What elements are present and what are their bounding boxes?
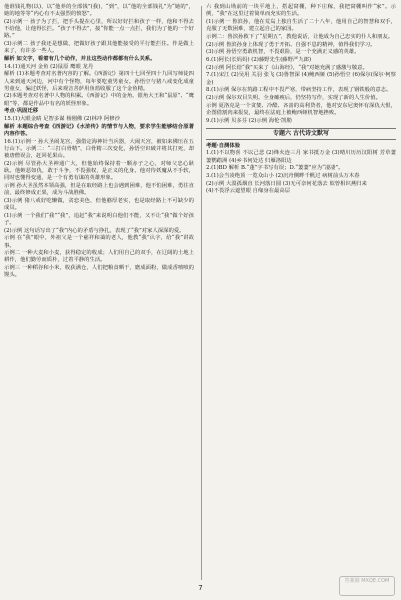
answer-line: 3.(1)会当凌绝顶 一览众山小 (2)沉舟侧畔千帆过 病树前头万木春 <box>206 173 360 180</box>
answer-line: (2)示例 阿长给“我”买来了《山海经》，“我”对她充满了感激与敬意。 <box>206 64 368 71</box>
column-divider <box>201 6 202 580</box>
answer-line: (1)示例 一个我们“我”“我”，追赶“我”来说明白他们不能，又不让“我”做个好孩子。 <box>4 212 194 226</box>
right-column <box>206 4 396 196</box>
answer-line: 六 我到山坳前的一块平地上，搭起窝棚，种下庄稼，我把窝棚叫作“家”。示例，“我”在这里过着简单而充实的生活。 <box>206 4 396 18</box>
answer-line: (2)示例 保尔双目失明、全身瘫痪后，仍坚持写作，实现了新的人生价值。 <box>206 94 381 101</box>
answer-line: 示例 在“我”眼中，外祖父是一个慈祥和蔼的老人，他教“我”认字，给“我”讲故事。 <box>4 235 194 249</box>
section-title: 专题六 古代诗文默写 <box>206 128 396 140</box>
answer-line: (2)本题考查对名著中人物的积累。《西游记》中的金角、银角大王和“鼠原”、“鹰眼”等，都是作品中有名的妖怪形象。 <box>4 93 194 107</box>
document-page <box>4 4 397 580</box>
answer-line: 8.(1)示例 保尔在筑路工程中不畏严寒，带病坚持工作，表现了钢铁般的意志。 <box>206 87 392 94</box>
answer-line: 16.(1)示例一 孙大圣闹龙宫，强借定海神针当兵器，大闹天宫，被如来佛压在五行山下。示例二：“三打白骨精”，白骨精三次变化，孙悟空识破并将其打死，却被唐僧误会，赶回花果山。 <box>4 138 194 160</box>
watermark-logo: 答案圈 MXQE.COM <box>339 576 395 596</box>
heading-line: 考点·巩固迁移 <box>4 108 39 115</box>
answer-line: 6.(1)阿长(长妈妈) (2)藤野先生(藤野严九郎) <box>206 56 312 63</box>
answer-line: 示例 夏洛克是一个贪婪、冷酷、吝啬的高利贷者，他对安东尼奥怀有深仇大恨，企图借割肉来报复，最终在法庭上被鲍西娅机智地挫败。 <box>206 102 396 116</box>
answer-line: 他谁钱礼物(以)，以“他养的全部钱”(我)，“到”，以“他的全部钱礼”为“她的”，她的地等等“内心有不太强烈的愤怒”。 <box>4 4 194 18</box>
answer-line: 15.(1)大眼金睛 足智多谋 杨刚佛 (2)林冲 阿修沙 <box>4 116 120 123</box>
heading-line: 解析 本题综合考查《西游记》《水浒传》的情节与人物，要求学生能够结合原著内容作答。 <box>4 123 194 137</box>
answer-line: (3)示例二 孩子我还是想做，把做好孩子跟其他能接受的平行能拦住。作是做上来了，有许多一些人。 <box>4 41 194 55</box>
left-column <box>4 4 194 280</box>
answer-line: (2)示例 大漠孤烟直 长河落日圆 (3)无可奈何花落去 似曾相识燕归来 <box>206 180 367 187</box>
answer-line: 示例 孙大圣虽然本领高强，但是在取经路上也会遇到困难，他不怕困难，勇往直前，最终修成正果，成为斗战胜佛。 <box>4 182 194 197</box>
answer-line: 14.(1)通天河 金鱼 (2)鼠原 鹰眼 龙丹 <box>4 63 94 70</box>
answer-line: (2)示例 尽管孙大圣神通广大，但他始终保持着一颗赤子之心，对师父忠心耿耿。他嫉恶如仇，敢于斗争，不畏强权，是正义的化身。他对待妖魔从不手软，同时也懂得变通，是一个有勇有谋的英雄形象。 <box>4 160 194 182</box>
answer-line: 1.(1)不以物喜 不以己悲 (2)烽火连三月 家书抵万金 (3)晴川历历汉阳树 芳草萋萋鹦鹉洲 (4)乡书何处达 归雁洛阳边 <box>206 150 396 164</box>
answer-line: 解析 (1)本题考查对名著内容的了解。《西游记》第四十七回至四十九回写师徒四人来到通天河边，河中有个怪物，每年要吃童男童女。孙悟空与猪八戒变化成童男童女，骗过妖怪，后来观音菩萨用鱼篮收服了这个金鱼精。 <box>4 71 194 92</box>
answer-line: 示例二：鲁滨孙救下了“星期五”，教他说话，让他成为自己忠实的仆人和朋友。 <box>206 33 394 40</box>
page-number: 7 <box>198 584 203 592</box>
answer-line: 示例二 一种大麦和小麦，获得稳定的收成；人们用自己的双手，在辽阔的土地上耕作，他们勤劳而质朴，过着平静的生活。 <box>4 250 194 264</box>
answer-line: (2)示例 这句话写出了“我”内心的矛盾与挣扎，表现了“我”对家人深深的爱。 <box>4 227 185 234</box>
answer-line: (3)示例 孙悟空勇敢机智，不畏艰险，是一个充满正义感的英雄。 <box>206 49 360 56</box>
answer-line: (2)示例 鲁滨孙身上体现了勇于开拓、自强不息的精神，值得我们学习。 <box>206 41 376 48</box>
heading-line: 解析 如文字，看着有几个动作，并且这些动作都都有什么关系。 <box>4 55 156 62</box>
answer-line: 9.(1)示例 贝多芬 (2)示例 海伦·凯勒 <box>206 117 292 124</box>
answer-line: 示例三 一种稻谷和小米，收获满仓，人们把粮食晒干，磨成面粉，做成香喷喷的馒头。 <box>4 265 194 279</box>
answer-line: (3)示例 猪八戒好吃懒做，贪恋美色，但他憨厚老实，也是取经路上不可缺少的成员。 <box>4 197 194 211</box>
answer-line: 2.(1)BD 解析 B.“蓬”字书写有误；D.“萋萋”应为“凄凄”。 <box>206 165 344 172</box>
answer-line: (2)示例一 孩子为了拦，把手头提在心里，所以好好拦和孩子一样，他和不得去不给他，让他得长拦。“孩子不得去”，接“你能一点一点拦，我们为了他的一个好路。” <box>4 18 194 40</box>
answer-line: 7.(1)宋江 (2)吴用 关羽 张飞 (3)鲁智深 (4)鲍西娅 (5)孙悟空 (6)保尔(保尔·柯察金) <box>206 72 396 86</box>
answer-line: (1)示例一 鲁滨孙，他在荒岛上独自生活了二十八年，他用自己的智慧和双手，克服了无数困难，建立起自己的家园。 <box>206 18 396 33</box>
answer-line: (4)不畏浮云遮望眼 自缘身在最高层 <box>206 188 291 195</box>
heading-line: 考题·自测体验 <box>206 142 241 149</box>
